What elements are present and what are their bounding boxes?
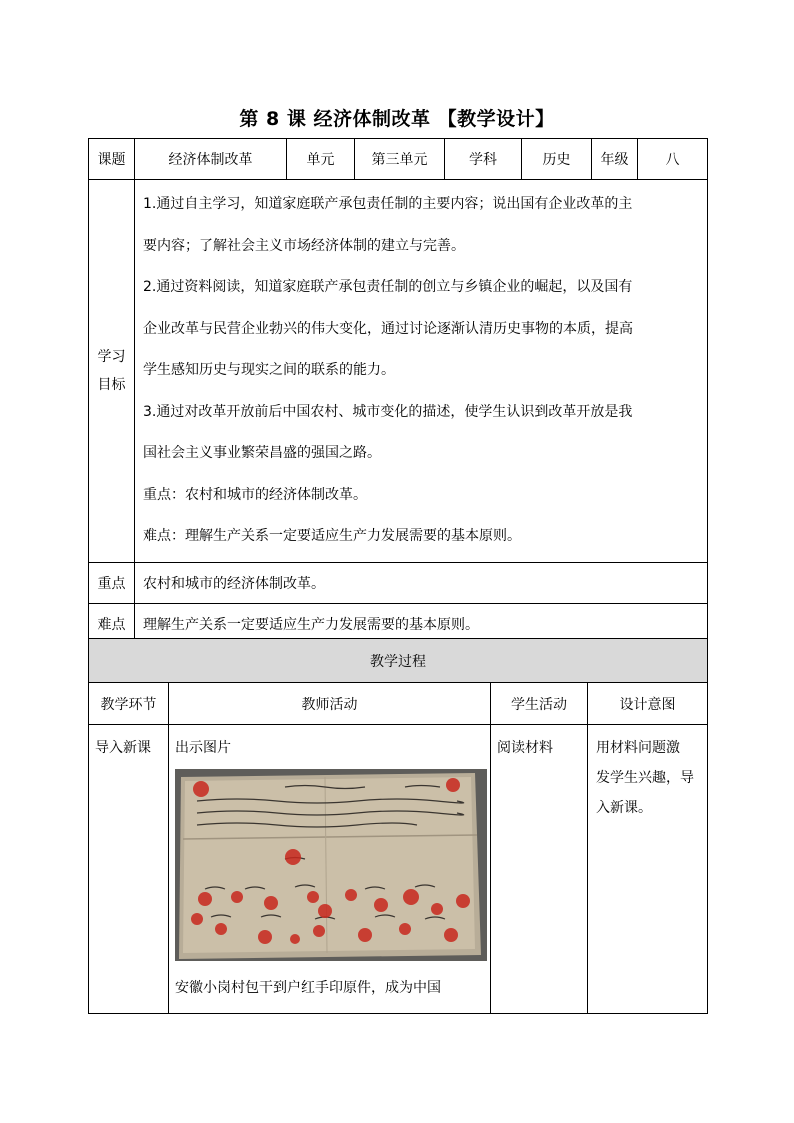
intent-cell: 用材料问题激 发学生兴趣，导 入新课。 [588,725,708,1014]
col-teacher: 教师活动 [169,683,491,725]
topic-value: 经济体制改革 [135,139,287,180]
unit-value: 第三单元 [355,139,445,180]
process-header: 教学过程 [89,639,708,683]
info-row [89,139,708,180]
process-header-row [89,639,708,683]
photo-caption: 安徽小岗村包干到户红手印原件，成为中国 [175,980,441,996]
key-point-label: 重点 [89,562,135,603]
key-point-row [89,562,708,603]
objectives-row [89,180,708,563]
col-student: 学生活动 [491,683,588,725]
process-table [88,638,708,1014]
grade-label: 年级 [592,139,638,180]
subject-label: 学科 [445,139,522,180]
page-title: 第 8 课 经济体制改革 【教学设计】 [239,108,555,130]
student-cell: 阅读材料 [491,725,588,1014]
teacher-cell [169,725,491,1014]
teacher-line: 出示图片 [175,740,231,756]
difficulty-value: 理解生产关系一定要适应生产力发展需要的基本原则。 [135,603,708,644]
col-stage: 教学环节 [89,683,169,725]
key-point-value: 农村和城市的经济体制改革。 [135,562,708,603]
col-intent: 设计意图 [588,683,708,725]
info-table [88,138,708,645]
unit-label: 单元 [287,139,355,180]
process-columns-row [89,683,708,725]
topic-label: 课题 [89,139,135,180]
objectives-label: 学习 目标 [89,180,135,563]
grade-value: 八 [638,139,708,180]
process-row-intro [89,725,708,1014]
handprint-document-photo [175,769,487,961]
stage-cell: 导入新课 [89,725,169,1014]
subject-value: 历史 [522,139,592,180]
difficulty-label: 难点 [89,603,135,644]
handprint-document-image [175,769,487,961]
objectives-content: 1.通过自主学习，知道家庭联产承包责任制的主要内容；说出国有企业改革的主 要内容；了解社会主义市场经济体制的建立与完善。 2.通过资料阅读，知道家庭联产承包责任制的创立与乡镇企业的崛起，以及国有 企业改革与民营企业勃兴的伟大变化，通过讨论逐渐认清历史事物的本质，提高 学生感知历史与现实之间的联系的能力。 3.通过对改革开放前后中国农村、城市变化的描述，使学生认识到改革开放是我 国社会主义事业繁荣昌盛的强国之路。 重点：农村和城市的经济体制改革。 难点：理解生产关系一定要适应生产力发展需要的基本原则。 [135,180,708,563]
